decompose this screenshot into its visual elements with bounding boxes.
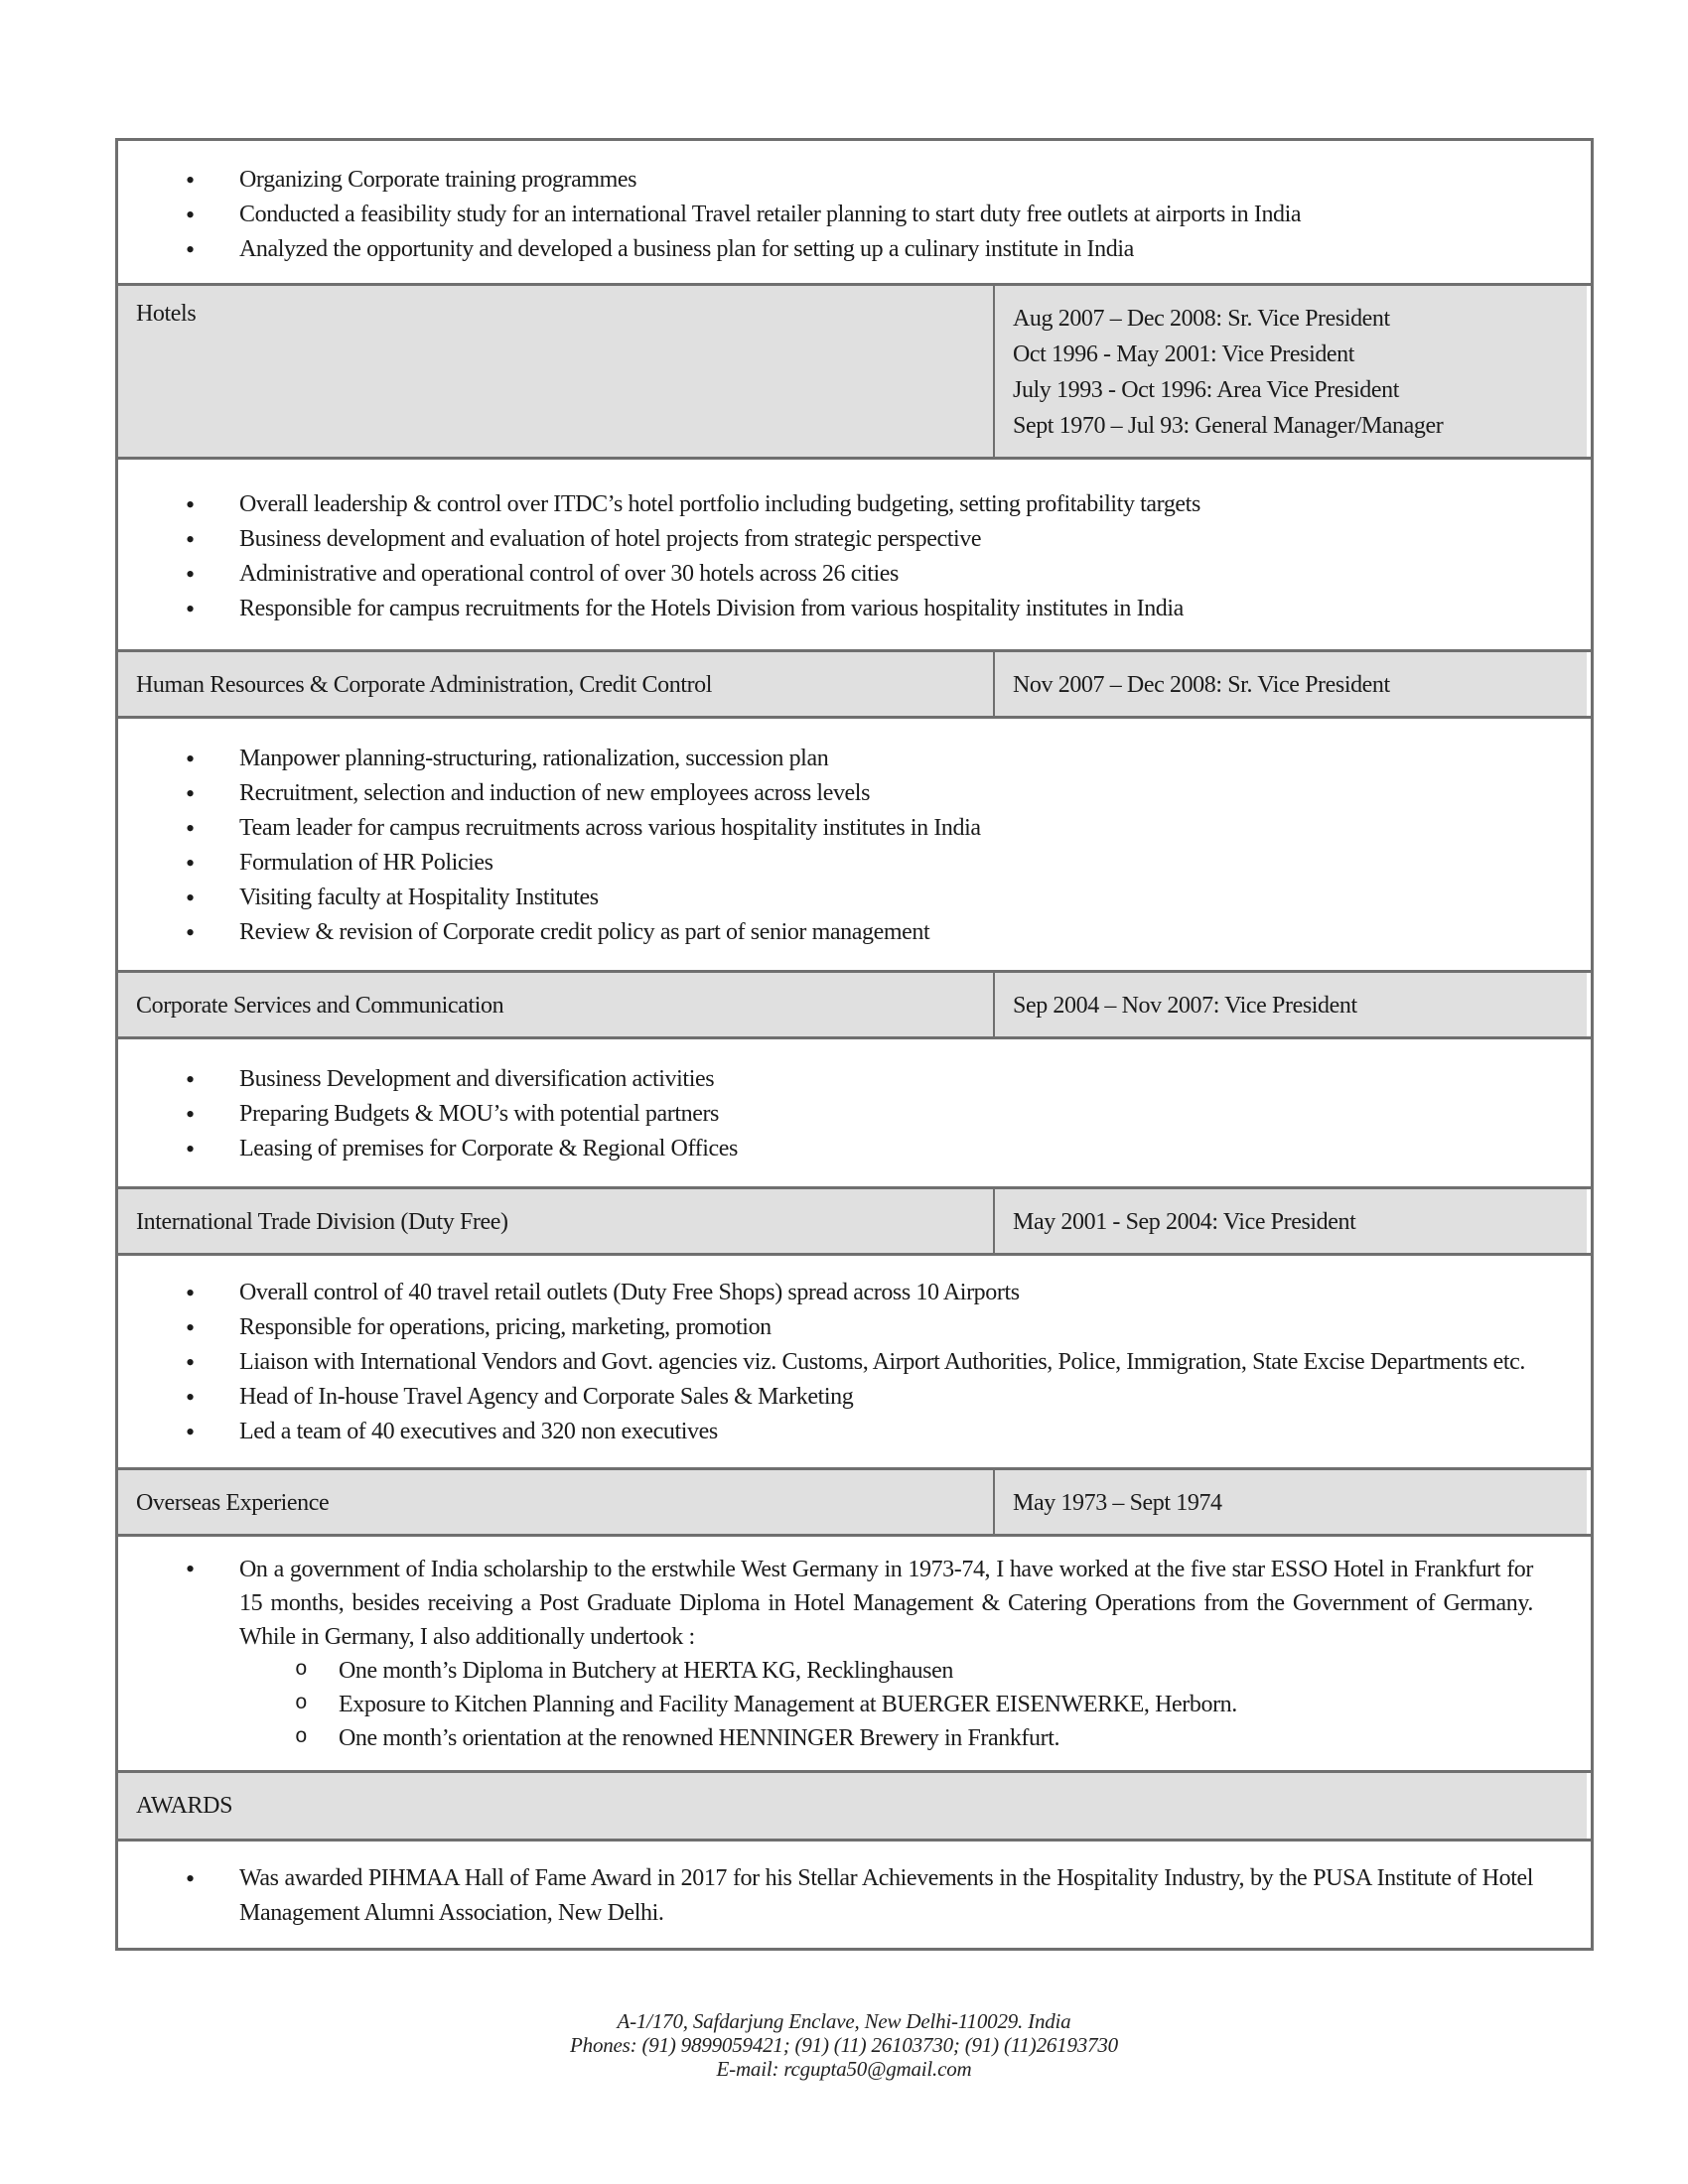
date-line: July 1993 - Oct 1996: Area Vice President (1013, 377, 1399, 403)
section-dates (995, 973, 1591, 1036)
section-dates (995, 286, 1591, 457)
list-item: • Conducted a feasibility study for an international Travel retailer planning to start duty free outlets at airports in India (118, 198, 1533, 232)
corporate-bullet-list (118, 1062, 1533, 1166)
section-title: Hotels (118, 286, 995, 457)
footer-phones: Phones: (91) 9899059421; (91) (11) 26103730; (91) (11)26193730 (570, 2033, 1118, 2057)
list-item: • Team leader for campus recruitments across various hospitality institutes in India (118, 811, 1533, 846)
list-item: • Responsible for campus recruitments for the Hotels Division from various hospitality institutes in India (118, 592, 1533, 626)
list-item: • Organizing Corporate training programmes (118, 163, 1533, 198)
corporate-section (118, 1036, 1591, 1186)
list-item: • Leasing of premises for Corporate & Regional Offices (118, 1132, 1533, 1166)
section-title: Corporate Services and Communication (118, 973, 995, 1036)
date-line: Oct 1996 - May 2001: Vice President (1013, 341, 1355, 367)
list-item: • Overall control of 40 travel retail outlets (Duty Free Shops) spread across 10 Airports (118, 1276, 1533, 1310)
footer-email: E-mail: rcgupta50@gmail.com (716, 2057, 972, 2081)
section-dates (995, 1470, 1591, 1534)
date-line: Nov 2007 – Dec 2008: Sr. Vice President (1013, 672, 1390, 698)
awards-bullet-list (118, 1861, 1533, 1931)
hotels-bullet-list (118, 487, 1533, 626)
overseas-bullet-list (118, 1553, 1533, 1654)
list-item: • Formulation of HR Policies (118, 846, 1533, 881)
footer-address: A-1/170, Safdarjung Enclave, New Delhi-110029. India (617, 2009, 1071, 2033)
intro-section (118, 141, 1591, 283)
list-item: • Liaison with International Vendors and Govt. agencies viz. Customs, Airport Authorities, Police, Immigration, State Excise Departments etc. (118, 1345, 1533, 1380)
trade-bullet-list (118, 1276, 1533, 1449)
list-item: • Review & revision of Corporate credit policy as part of senior management (118, 915, 1533, 950)
date-line: Sep 2004 – Nov 2007: Vice President (1013, 993, 1357, 1019)
section-title: Overseas Experience (118, 1470, 995, 1534)
awards-section (118, 1839, 1591, 1948)
hr-bullet-list (118, 742, 1533, 950)
list-item: • Business development and evaluation of hotel projects from strategic perspective (118, 522, 1533, 557)
section-title: International Trade Division (Duty Free) (118, 1189, 995, 1253)
list-item: • Led a team of 40 executives and 320 non executives (118, 1415, 1533, 1449)
sub-list-item: o One month’s Diploma in Butchery at HERTA KG, Recklinghausen (118, 1654, 1533, 1688)
date-line: May 1973 – Sept 1974 (1013, 1490, 1222, 1516)
overseas-sub-list (118, 1654, 1533, 1755)
sub-list-item: o Exposure to Kitchen Planning and Facility Management at BUERGER EISENWERKE, Herborn. (118, 1688, 1533, 1721)
trade-section (118, 1253, 1591, 1467)
list-item: • Manpower planning-structuring, rationalization, succession plan (118, 742, 1533, 776)
list-item: • On a government of India scholarship to the erstwhile West Germany in 1973-74, I have worked at the five star ESSO Hotel in Frankfurt for 15 months, besides receiving a Post Graduate Diploma in Hotel Management & Catering Operations from the Government of Germany. While in Germany, I also additionally undertook : (118, 1553, 1533, 1654)
list-item: • Analyzed the opportunity and developed a business plan for setting up a culinary institute in India (118, 232, 1533, 267)
contact-footer (0, 2009, 1688, 2081)
list-item: • Responsible for operations, pricing, marketing, promotion (118, 1310, 1533, 1345)
intro-bullet-list (118, 163, 1533, 267)
hotels-section (118, 457, 1591, 649)
overseas-header-row (118, 1467, 1591, 1534)
sub-list-item: o One month’s orientation at the renowned HENNINGER Brewery in Frankfurt. (118, 1721, 1533, 1755)
list-item: • Was awarded PIHMAA Hall of Fame Award in 2017 for his Stellar Achievements in the Hospitality Industry, by the PUSA Institute of Hotel Management Alumni Association, New Delhi. (118, 1861, 1533, 1931)
list-item: • Administrative and operational control of over 30 hotels across 26 cities (118, 557, 1533, 592)
list-item: • Business Development and diversification activities (118, 1062, 1533, 1097)
section-dates (995, 1189, 1591, 1253)
trade-header-row (118, 1186, 1591, 1253)
list-item: • Recruitment, selection and induction of new employees across levels (118, 776, 1533, 811)
overseas-section (118, 1534, 1591, 1770)
date-line: May 2001 - Sep 2004: Vice President (1013, 1209, 1356, 1235)
list-item: • Head of In-house Travel Agency and Corporate Sales & Marketing (118, 1380, 1533, 1415)
hr-header-row (118, 649, 1591, 716)
section-dates (995, 652, 1591, 716)
list-item: • Preparing Budgets & MOU’s with potential partners (118, 1097, 1533, 1132)
date-line: Aug 2007 – Dec 2008: Sr. Vice President (1013, 306, 1390, 332)
section-title: Human Resources & Corporate Administration, Credit Control (118, 652, 995, 716)
date-line: Sept 1970 – Jul 93: General Manager/Manager (1013, 413, 1444, 439)
awards-header-row (118, 1770, 1591, 1839)
list-item: • Visiting faculty at Hospitality Institutes (118, 881, 1533, 915)
section-title: AWARDS (136, 1793, 233, 1819)
resume-table (115, 138, 1594, 1951)
hotels-header-row (118, 283, 1591, 457)
corporate-header-row (118, 970, 1591, 1036)
hr-section (118, 716, 1591, 970)
list-item: • Overall leadership & control over ITDC’s hotel portfolio including budgeting, setting profitability targets (118, 487, 1533, 522)
